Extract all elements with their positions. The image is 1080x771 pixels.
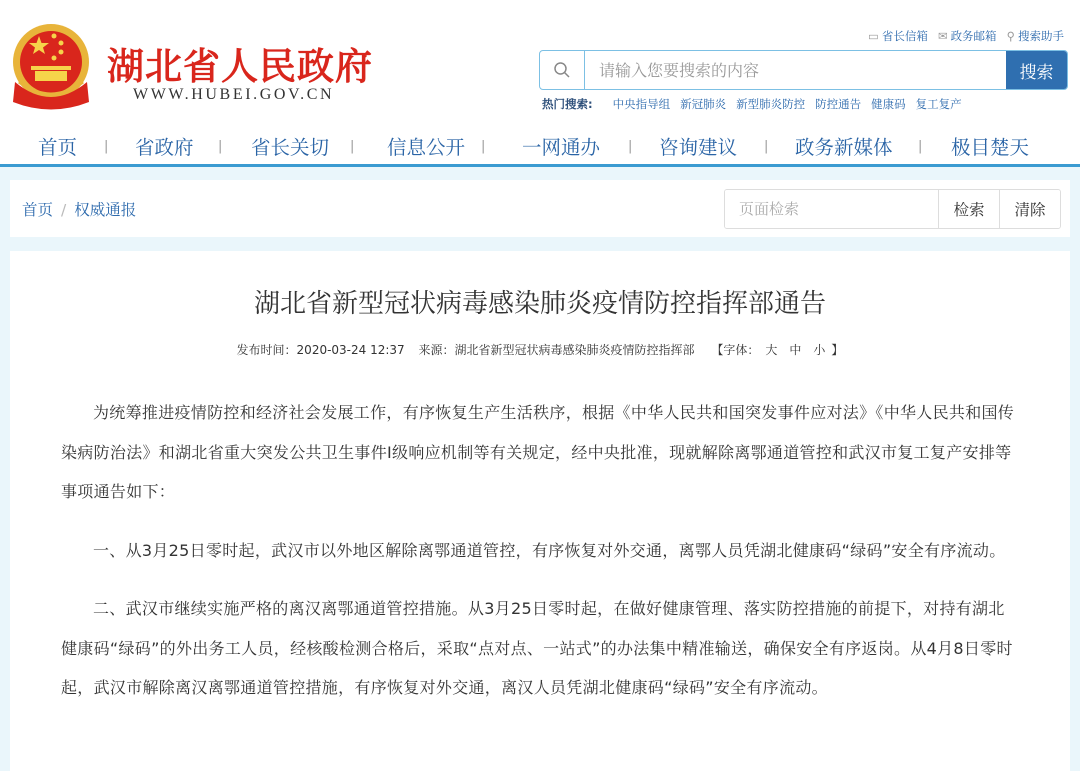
hot-search-item[interactable]: 新型肺炎防控: [736, 97, 806, 111]
publish-time: 发布时间：2020-03-24 12:37: [236, 343, 405, 357]
hot-search-item[interactable]: 健康码: [871, 97, 906, 111]
font-label: 【字体：: [711, 343, 760, 357]
nav-item-province-gov[interactable]: 省政府: [135, 136, 194, 159]
font-size-control: [711, 343, 843, 357]
article-paragraph: 二、武汉市继续实施严格的离汉离鄂通道管控措施。从3月25日零时起，在做好健康管理、落实防控措施的前提下，对持有湖北健康码“绿码”的外出务工人员，经核酸检测合格后，采取“点对点、一站式”的办法集中精准输送，确保安全有序返岗。从4月8日零时起，武汉市解除离汉离鄂通道管控措施，有序恢复对外交通，离汉人员凭湖北健康码“绿码”安全有序流动。: [61, 599, 1013, 697]
font-large-button[interactable]: 大: [765, 343, 778, 357]
article-paragraph: 为统筹推进疫情防控和经济社会发展工作，有序恢复生产生活秩序，根据《中华人民共和国突发事件应对法》《中华人民共和国传染病防治法》和湖北省重大突发公共卫生事件I级响应机制等有关规定，经中央批准，现就解除离鄂通道管控和武汉市复工复产安排等事项通告如下：: [61, 403, 1015, 501]
search-icon: ⚲: [1006, 29, 1015, 43]
breadcrumb: [22, 198, 136, 220]
article-source: 来源：湖北省新型冠状病毒感染肺炎疫情防控指挥部: [418, 343, 695, 357]
main-nav: [0, 128, 1080, 164]
nav-separator: |: [218, 138, 223, 154]
nav-separator: |: [764, 138, 769, 154]
site-search: [539, 50, 1068, 90]
nav-separator: |: [918, 138, 923, 154]
governor-mailbox-link[interactable]: [868, 28, 928, 44]
nav-separator: |: [104, 138, 109, 154]
hot-search-item[interactable]: 中央指导组: [612, 97, 671, 111]
national-emblem-logo[interactable]: [9, 22, 93, 110]
article: [10, 251, 1070, 771]
article-body: [61, 393, 1016, 727]
site-url: WWW.HUBEI.GOV.CN: [133, 86, 335, 103]
font-label-close: 】: [831, 343, 844, 357]
font-small-button[interactable]: 小: [813, 343, 826, 357]
breadcrumb-panel: [10, 180, 1070, 237]
mail-icon: ✉: [937, 29, 948, 43]
nav-item-governor[interactable]: 省长关切: [251, 136, 330, 159]
nav-item-online-service[interactable]: 一网通办: [522, 136, 601, 159]
search-button[interactable]: 搜索: [1006, 51, 1067, 89]
printer-icon: ▭: [868, 29, 879, 43]
font-medium-button[interactable]: 中: [789, 343, 802, 357]
page-search-button[interactable]: 检索: [938, 190, 999, 228]
nav-item-new-media[interactable]: 政务新媒体: [795, 136, 893, 159]
site-title[interactable]: 湖北省人民政府: [107, 45, 373, 88]
nav-item-home[interactable]: 首页: [38, 136, 78, 159]
hot-search-item[interactable]: 复工复产: [915, 97, 962, 111]
article-paragraph: 一、从3月25日零时起，武汉市以外地区解除离鄂通道管控，有序恢复对外交通，离鄂人员凭湖北健康码“绿码”安全有序流动。: [93, 540, 1006, 560]
hot-search-item[interactable]: 防控通告: [815, 97, 862, 111]
nav-separator: |: [350, 138, 355, 154]
search-input[interactable]: [585, 51, 1006, 89]
article-meta: [10, 341, 1070, 358]
nav-separator: |: [628, 138, 633, 154]
nav-item-jimu-chutian[interactable]: 极目楚天: [951, 136, 1030, 159]
link-label: 省长信箱: [881, 29, 928, 43]
page-search-input[interactable]: [725, 190, 938, 228]
hot-search-label: 热门搜索:: [542, 97, 593, 111]
nav-item-consult[interactable]: 咨询建议: [659, 136, 738, 159]
hot-searches: [542, 96, 962, 112]
breadcrumb-separator: /: [61, 201, 67, 219]
search-icon: [540, 51, 585, 89]
header: [0, 0, 1080, 166]
link-label: 搜索助手: [1018, 29, 1064, 43]
page-search: [724, 189, 1061, 229]
search-assistant-link[interactable]: [1007, 28, 1064, 44]
hot-search-item[interactable]: 新冠肺炎: [680, 97, 727, 111]
nav-item-info-public[interactable]: 信息公开: [387, 136, 466, 159]
gov-email-link[interactable]: [938, 28, 997, 44]
link-label: 政务邮箱: [950, 29, 997, 43]
nav-separator: |: [481, 138, 486, 154]
page-clear-button[interactable]: 清除: [999, 190, 1060, 228]
top-links: [868, 28, 1064, 44]
breadcrumb-home[interactable]: 首页: [22, 201, 54, 219]
breadcrumb-current[interactable]: 权威通报: [74, 201, 137, 219]
article-title: 湖北省新型冠状病毒感染肺炎疫情防控指挥部通告: [253, 289, 826, 319]
nav-underline: [0, 164, 1080, 167]
